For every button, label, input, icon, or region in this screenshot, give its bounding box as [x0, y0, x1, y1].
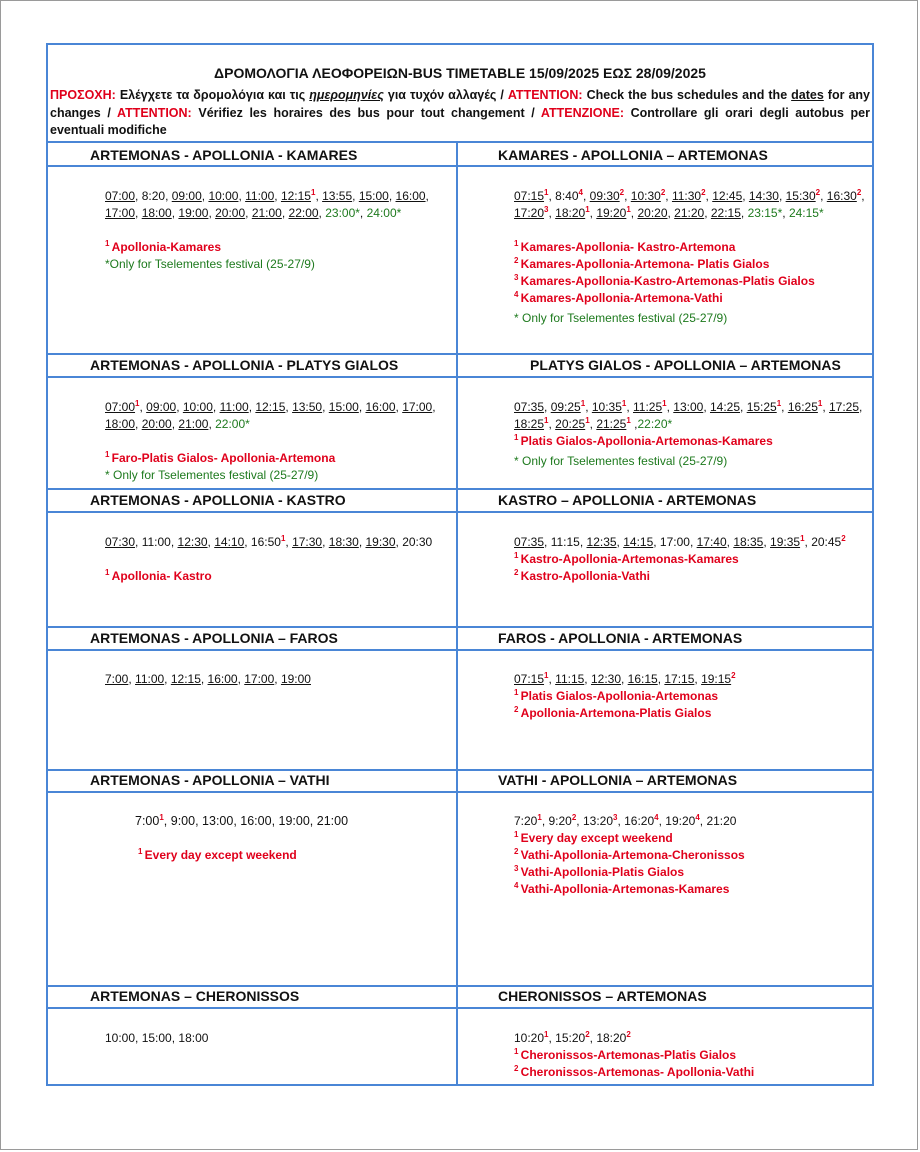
time: 16:00 — [365, 400, 396, 414]
departure-times: $7:00^1$, 9:00, 13:00, 16:00, 19:00, 21:00 — [135, 812, 349, 828]
time: 20:00 — [215, 206, 246, 220]
time: 10:00 — [182, 400, 213, 414]
notice-it-text: Controllare gli orari degli autobus per eventuali modifiche — [50, 105, 870, 137]
time: 15:00 — [328, 400, 359, 414]
time: 10:00 — [208, 189, 239, 203]
row-rule — [48, 1007, 872, 1009]
time: 12:30 — [177, 535, 208, 549]
route-title: KAMARES - APOLLONIA – ARTEMONAS — [498, 147, 768, 163]
time: 10:30 — [630, 189, 661, 203]
time: 13:00 — [673, 400, 704, 414]
departure-times: 07:35, $09:25^1$, $10:35^1$, $11:25^1$, 13:00, 14:25, $15:25^1$, $16:25^1$, 17:25, $18:25^1$, $20:25^1$, $21:25^1$ ,22:20* — [514, 399, 863, 431]
time: 19:20 — [596, 206, 627, 220]
time: 15:00 — [358, 189, 389, 203]
time: 16:25 — [787, 400, 818, 414]
time: 17:25 — [829, 400, 860, 414]
footnote: $^1$ Kamares-Apollonia- Kastro-Artemona — [514, 239, 736, 254]
row-rule — [48, 626, 872, 628]
time: 07:15 — [514, 189, 545, 203]
time: 12:15 — [280, 189, 311, 203]
departure-times: 07:35, 11:15, 12:35, 14:15, 17:00, 17:40, 18:35, $19:35^1$, $20:45^2$ — [514, 534, 846, 549]
footnote: $^1$ Every day except weekend — [514, 830, 673, 845]
time: 20:00 — [141, 417, 172, 431]
time: 7:00 — [105, 672, 129, 686]
time: 19:20 — [665, 814, 696, 828]
time: 13:00 — [202, 814, 234, 828]
festival-note: * Only for Tselementes festival (25-27/9) — [514, 311, 728, 325]
footnote: $^1$ Cheronissos-Artemonas-Platis Gialos — [514, 1047, 737, 1062]
time: 14:15 — [623, 535, 654, 549]
row-rule — [48, 985, 872, 987]
row-rule — [48, 769, 872, 771]
time: 16:00 — [240, 814, 272, 828]
route-title: VATHI - APOLLONIA – ARTEMONAS — [498, 772, 738, 788]
time: 20:20 — [637, 206, 668, 220]
footnote: $^1$ Platis Gialos-Apollonia-Artemonas — [514, 688, 719, 703]
time: 18:35 — [733, 535, 764, 549]
time: 16:30 — [826, 189, 857, 203]
departure-times: 07:00, 8:20, 09:00, 10:00, 11:00, $12:15^1$, 13:55, 15:00, 16:00, 17:00, 18:00, 19:00, 20:00, 21:00, 22:00, 23:00*, 24:00* — [105, 188, 429, 220]
time: 18:30 — [328, 535, 359, 549]
route-title: ARTEMONAS – CHERONISSOS — [90, 988, 300, 1004]
time: 22:15 — [710, 206, 741, 220]
time: 11:00 — [135, 672, 165, 686]
route-title: ARTEMONAS - APOLLONIA – VATHI — [90, 772, 330, 788]
footnote: $^1$ Kastro-Apollonia-Artemonas-Kamares — [514, 551, 739, 566]
time: 13:55 — [322, 189, 353, 203]
time: 21:00 — [316, 814, 349, 828]
time: 22:20* — [637, 417, 673, 431]
time: 19:35 — [770, 535, 801, 549]
footnote: $^1$ Faro-Platis Gialos- Apollonia-Artemona — [105, 450, 336, 465]
time: 11:00 — [219, 400, 249, 414]
departure-times: $07:15^1$, $8:40^4$, $09:30^2$, $10:30^2$, $11:30^2$, 12:45, 14:30, $15:30^2$, $16:30^2$, $17:20^3$, $18:20^1$, $19:20^1$, 20:20, 21:20, 22:15, 23:15*, 24:15* — [514, 188, 865, 220]
row-rule — [48, 511, 872, 513]
attention-notice — [50, 87, 870, 140]
notice-en-label: ATTENTION: — [507, 88, 583, 102]
time: 17:15 — [664, 672, 695, 686]
time: 19:00 — [278, 814, 310, 828]
footnote: $^1$ Platis Gialos-Apollonia-Artemonas-Kamares — [514, 433, 773, 448]
departure-times: $07:15^1$, 11:15, 12:30, 16:15, 17:15, $19:15^2$ — [514, 671, 736, 686]
time: 20:45 — [811, 535, 842, 549]
time: 12:15 — [255, 400, 286, 414]
row-rule — [48, 165, 872, 167]
route-title: ARTEMONAS - APOLLONIA - KAMARES — [90, 147, 358, 163]
time: 17:20 — [514, 206, 545, 220]
time: 15:25 — [746, 400, 777, 414]
time: 13:20 — [582, 814, 613, 828]
time: 20:25 — [555, 417, 586, 431]
row-rule — [48, 353, 872, 355]
time: 8:40 — [555, 189, 579, 203]
time: 17:40 — [696, 535, 727, 549]
footnote: $^3$ Kamares-Apollonia-Kastro-Artemonas-Platis Gialos — [514, 273, 815, 288]
time: 24:15* — [788, 206, 824, 220]
time: 23:15* — [747, 206, 783, 220]
timetable-header — [48, 45, 872, 143]
row-rule — [48, 649, 872, 651]
departure-times: $7:20^1$, $9:20^2$, $13:20^3$, $16:20^4$, $19:20^4$, 21:20 — [514, 813, 737, 828]
time: 11:00 — [245, 189, 275, 203]
time: 22:00* — [215, 417, 250, 431]
time: 8:20 — [141, 189, 166, 203]
festival-note: *Only for Tselementes festival (25-27/9) — [105, 257, 315, 271]
departure-times: 10:00, 15:00, 18:00 — [105, 1031, 209, 1045]
page-title: ΔΡΟΜΟΛΟΓΙΑ ΛΕΟΦΟΡΕΙΩΝ-BUS TIMETABLE 15/09/2025 ΕΩΣ 28/09/2025 — [214, 65, 706, 81]
time: 16:00 — [207, 672, 238, 686]
time: 17:00 — [659, 535, 690, 549]
column-divider — [456, 143, 458, 1084]
time: 16:15 — [627, 672, 658, 686]
time: 11:25 — [633, 400, 663, 414]
festival-note: * Only for Tselementes festival (25-27/9) — [105, 468, 319, 482]
time: 21:20 — [674, 206, 705, 220]
time: 18:25 — [514, 417, 545, 431]
notice-en-text: Check the bus schedules and the — [582, 88, 792, 102]
route-title: FAROS - APOLLONIA - ARTEMONAS — [498, 630, 743, 646]
time: 18:00 — [141, 206, 172, 220]
route-title: ARTEMONAS - APOLLONIA – FAROS — [90, 630, 338, 646]
departure-times: $07:00^1$, 09:00, 10:00, 11:00, 12:15, 13:50, 15:00, 16:00, 17:00, 18:00, 20:00, 21:00, 22:00* — [105, 399, 436, 431]
departure-times: 7:00, 11:00, 12:15, 16:00, 17:00, 19:00 — [105, 672, 311, 686]
time: 10:20 — [514, 1031, 545, 1045]
row-rule — [48, 488, 872, 490]
time: 09:30 — [589, 189, 620, 203]
time: 11:30 — [671, 189, 702, 203]
time: 19:15 — [701, 672, 732, 686]
timetable-sheet — [46, 43, 874, 1086]
time: 14:25 — [709, 400, 741, 414]
footnote: $^1$ Apollonia- Kastro — [105, 568, 212, 583]
time: 21:00 — [251, 206, 282, 220]
footnote: $^4$ Kamares-Apollonia-Artemona-Vathi — [514, 290, 723, 305]
time: 14:30 — [748, 189, 779, 203]
time: 17:30 — [292, 535, 323, 549]
time: 18:00 — [178, 1031, 209, 1045]
time: 17:00 — [402, 400, 433, 414]
time: 23:00* — [325, 206, 360, 220]
time: 19:00 — [178, 206, 209, 220]
time: 24:00* — [366, 206, 402, 220]
row-rule — [48, 791, 872, 793]
notice-gr-dates: ημερομηνίες — [309, 88, 384, 102]
time: 19:00 — [280, 672, 311, 686]
footnote: $^3$ Vathi-Apollonia-Platis Gialos — [514, 864, 685, 879]
footnote: $^2$ Kamares-Apollonia-Artemona- Platis Gialos — [514, 256, 770, 271]
time: 17:00 — [105, 206, 136, 220]
time: 10:00 — [105, 1031, 136, 1045]
time: 11:00 — [141, 535, 171, 549]
footnote: $^2$ Vathi-Apollonia-Artemona-Cheronissos — [514, 847, 745, 862]
time: 15:20 — [555, 1031, 586, 1045]
route-title: CHERONISSOS – ARTEMONAS — [498, 988, 707, 1004]
departure-times: $10:20^1$, $15:20^2$, $18:20^2$ — [514, 1030, 631, 1045]
route-title: KASTRO – APOLLONIA - ARTEMONAS — [498, 492, 757, 508]
time: 07:35 — [514, 535, 545, 549]
time: 7:00 — [135, 814, 160, 828]
time: 22:00 — [288, 206, 319, 220]
time: 14:10 — [214, 535, 245, 549]
time: 11:15 — [555, 672, 585, 686]
departure-times: 07:30, 11:00, 12:30, 14:10, $16:50^1$, 17:30, 18:30, 19:30, 20:30 — [105, 534, 433, 549]
time: 09:00 — [171, 189, 202, 203]
time: 07:35 — [514, 400, 545, 414]
time: 19:30 — [365, 535, 396, 549]
footnote: $^4$ Vathi-Apollonia-Artemonas-Kamares — [514, 881, 730, 896]
time: 21:00 — [178, 417, 209, 431]
time: 11:15 — [550, 535, 580, 549]
time: 09:25 — [550, 400, 581, 414]
row-rule — [48, 376, 872, 378]
time: 09:00 — [146, 400, 177, 414]
time: 16:20 — [624, 814, 655, 828]
time: 12:45 — [712, 189, 743, 203]
time: 16:50 — [250, 535, 281, 549]
notice-gr-text: Ελέγχετε τα δρομολόγια και τις — [115, 88, 310, 102]
time: 7:20 — [514, 814, 538, 828]
time: 07:15 — [514, 672, 545, 686]
time: 17:00 — [244, 672, 275, 686]
route-title: PLATYS GIALOS - APOLLONIA – ARTEMONAS — [530, 357, 841, 373]
notice-it-label: ATTENZIONE: — [540, 105, 624, 120]
footnote: $^2$ Kastro-Apollonia-Vathi — [514, 568, 651, 583]
time: 07:30 — [105, 535, 136, 549]
notice-en-text-end: for any changes / — [50, 88, 870, 120]
time: 18:20 — [555, 206, 586, 220]
time: 12:30 — [590, 672, 621, 686]
footnote: $^2$ Cheronissos-Artemonas- Apollonia-Vathi — [514, 1064, 755, 1079]
time: 18:00 — [105, 417, 136, 431]
notice-fr-label: ATTENTION: — [116, 105, 192, 120]
festival-note: * Only for Tselementes festival (25-27/9) — [514, 454, 728, 468]
time: 15:30 — [785, 189, 816, 203]
footnote: $^1$ Apollonia-Kamares — [105, 239, 222, 254]
notice-gr-label: ΠΡΟΣΟΧΗ: — [50, 88, 116, 102]
time: 16:00 — [395, 189, 426, 203]
footnote: $^1$ Every day except weekend — [138, 847, 297, 862]
time: 15:00 — [141, 1031, 172, 1045]
route-title: ARTEMONAS - APOLLONIA - KASTRO — [90, 492, 346, 508]
time: 9:00 — [170, 814, 196, 828]
time: 07:00 — [105, 400, 136, 414]
time: 21:20 — [706, 814, 737, 828]
time: 12:35 — [586, 535, 617, 549]
time: 18:20 — [596, 1031, 627, 1045]
footnote: $^2$ Apollonia-Artemona-Platis Gialos — [514, 705, 712, 720]
time: 12:15 — [170, 672, 201, 686]
time: 10:35 — [591, 400, 622, 414]
time: 13:50 — [292, 400, 323, 414]
notice-fr-text: Vérifiez les horaires des bus pour tout changement / — [191, 105, 541, 120]
notice-en-dates: dates — [791, 88, 824, 102]
time: 07:00 — [105, 189, 136, 203]
time: 21:25 — [596, 417, 627, 431]
time: 20:30 — [402, 535, 433, 549]
route-title: ARTEMONAS - APOLLONIA - PLATYS GIALOS — [90, 357, 399, 373]
time: 9:20 — [548, 814, 572, 828]
notice-gr-text-end: για τυχόν αλλαγές / — [383, 88, 508, 102]
